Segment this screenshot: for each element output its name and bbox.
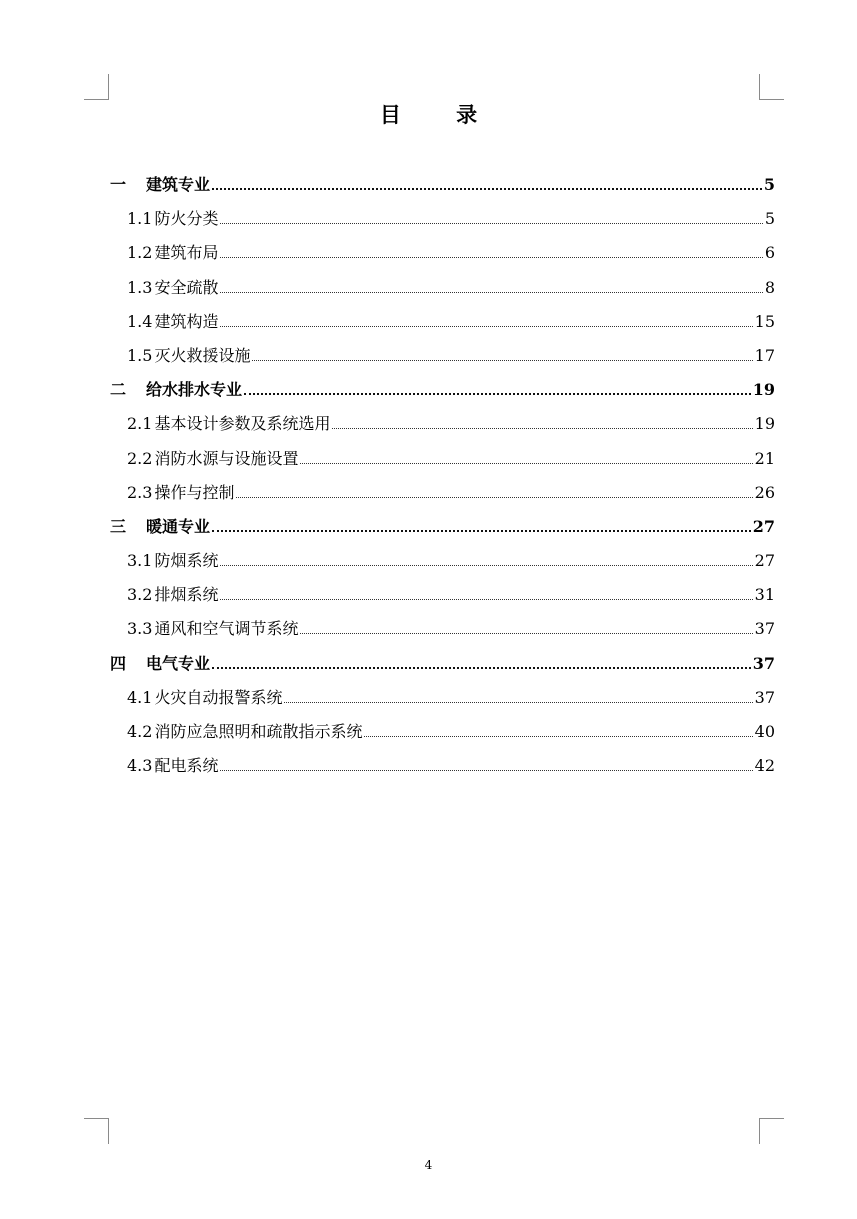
- toc-entry-label: 防火分类: [154, 209, 219, 229]
- toc-entry-label: 防烟系统: [154, 551, 219, 571]
- table-of-contents: [110, 172, 775, 787]
- toc-entry-label: 火灾自动报警系统: [154, 687, 283, 707]
- toc-entry-label: 排烟系统: [154, 585, 219, 605]
- toc-subsection-entry[interactable]: [110, 480, 775, 514]
- toc-dot-leader: [332, 428, 752, 429]
- toc-subsection-entry[interactable]: [110, 275, 775, 309]
- toc-entry-number: 2.3: [127, 482, 153, 502]
- toc-entry-label: 配电系统: [154, 756, 219, 776]
- toc-subsection-entry[interactable]: [110, 446, 775, 480]
- toc-dot-leader: [220, 770, 752, 771]
- toc-section-entry[interactable]: [110, 377, 775, 411]
- toc-entry-page: 40: [754, 722, 775, 741]
- toc-dot-leader: [300, 633, 752, 634]
- toc-entry-page: 6: [764, 243, 775, 263]
- toc-entry-page: 27: [752, 516, 775, 536]
- toc-dot-leader: [220, 223, 762, 224]
- toc-section-entry[interactable]: [110, 514, 775, 548]
- toc-entry-number: 4.2: [127, 722, 153, 741]
- toc-entry-number: 1.3: [127, 277, 153, 297]
- toc-entry-page: 19: [754, 414, 775, 434]
- toc-entry-number: 1.4: [127, 311, 153, 331]
- toc-dot-leader: [212, 667, 751, 669]
- toc-entry-number: 3.2: [127, 585, 153, 605]
- toc-dot-leader: [364, 736, 752, 737]
- toc-entry-number: 1.2: [127, 243, 153, 263]
- toc-entry-page: 26: [754, 482, 775, 502]
- toc-entry-number: 2.1: [127, 414, 153, 434]
- toc-subsection-entry[interactable]: [110, 753, 775, 787]
- toc-entry-number: 一: [110, 175, 127, 194]
- toc-entry-label: 建筑构造: [154, 311, 219, 331]
- toc-entry-label: 电气专业: [146, 653, 211, 673]
- toc-entry-page: 37: [754, 619, 775, 639]
- toc-subsection-entry[interactable]: [110, 616, 775, 650]
- toc-dot-leader: [300, 463, 752, 464]
- toc-entry-label: 给水排水专业: [146, 380, 243, 400]
- toc-entry-label: 操作与控制: [154, 482, 235, 502]
- toc-entry-number: 四: [110, 653, 127, 673]
- toc-dot-leader: [220, 292, 762, 293]
- toc-subsection-entry[interactable]: [110, 240, 775, 274]
- toc-entry-page: 19: [752, 380, 775, 400]
- toc-entry-number: 4.1: [127, 687, 153, 707]
- toc-entry-label: 建筑布局: [154, 243, 219, 263]
- toc-entry-label: 灭火救援设施: [154, 345, 251, 365]
- crop-mark-top-right: [759, 74, 784, 100]
- toc-entry-page: 17: [754, 345, 775, 365]
- toc-entry-label: 消防水源与设施设置: [154, 448, 299, 468]
- toc-entry-page: 31: [754, 585, 775, 605]
- toc-subsection-entry[interactable]: [110, 411, 775, 445]
- toc-entry-number: 3.3: [127, 619, 153, 639]
- toc-entry-page: 8: [764, 277, 775, 297]
- toc-entry-number: 1.1: [127, 209, 153, 229]
- toc-dot-leader: [220, 257, 762, 258]
- toc-subsection-entry[interactable]: [110, 548, 775, 582]
- toc-dot-leader: [220, 326, 752, 327]
- toc-entry-number: 1.5: [127, 345, 153, 365]
- crop-mark-bottom-left: [84, 1118, 109, 1144]
- toc-entry-label: 消防应急照明和疏散指示系统: [154, 722, 363, 741]
- toc-dot-leader: [220, 599, 752, 600]
- toc-dot-leader: [252, 360, 752, 361]
- toc-entry-page: 37: [754, 687, 775, 707]
- toc-dot-leader: [220, 565, 752, 566]
- toc-entry-number: 2.2: [127, 448, 153, 468]
- toc-entry-page: 5: [763, 175, 775, 194]
- toc-entry-page: 5: [764, 209, 775, 229]
- crop-mark-bottom-right: [759, 1118, 784, 1144]
- toc-entry-page: 15: [754, 311, 775, 331]
- toc-entry-page: 42: [754, 756, 775, 776]
- toc-dot-leader: [212, 530, 751, 532]
- toc-subsection-entry[interactable]: [110, 719, 775, 753]
- toc-entry-label: 通风和空气调节系统: [154, 619, 299, 639]
- toc-dot-leader: [244, 393, 751, 395]
- page-number: 4: [424, 1158, 433, 1172]
- toc-entry-page: 21: [754, 448, 775, 468]
- toc-entry-page: 37: [752, 653, 775, 673]
- toc-subsection-entry[interactable]: [110, 582, 775, 616]
- toc-subsection-entry[interactable]: [110, 309, 775, 343]
- toc-section-entry[interactable]: [110, 651, 775, 685]
- toc-entry-label: 基本设计参数及系统选用: [154, 414, 331, 434]
- toc-entry-number: 4.3: [127, 756, 153, 776]
- toc-entry-label: 暖通专业: [146, 516, 211, 536]
- toc-title: 目 录: [379, 102, 502, 127]
- toc-dot-leader: [284, 702, 752, 703]
- toc-entry-label: 建筑专业: [146, 175, 211, 194]
- toc-subsection-entry[interactable]: [110, 343, 775, 377]
- toc-subsection-entry[interactable]: [110, 206, 775, 240]
- toc-dot-leader: [212, 188, 762, 190]
- toc-entry-label: 安全疏散: [154, 277, 219, 297]
- toc-entry-page: 27: [754, 551, 775, 571]
- toc-entry-number: 三: [110, 516, 127, 536]
- toc-entry-number: 二: [110, 380, 127, 400]
- crop-mark-top-left: [84, 74, 109, 100]
- toc-section-entry[interactable]: [110, 172, 775, 206]
- toc-entry-number: 3.1: [127, 551, 153, 571]
- toc-subsection-entry[interactable]: [110, 685, 775, 719]
- toc-dot-leader: [236, 497, 752, 498]
